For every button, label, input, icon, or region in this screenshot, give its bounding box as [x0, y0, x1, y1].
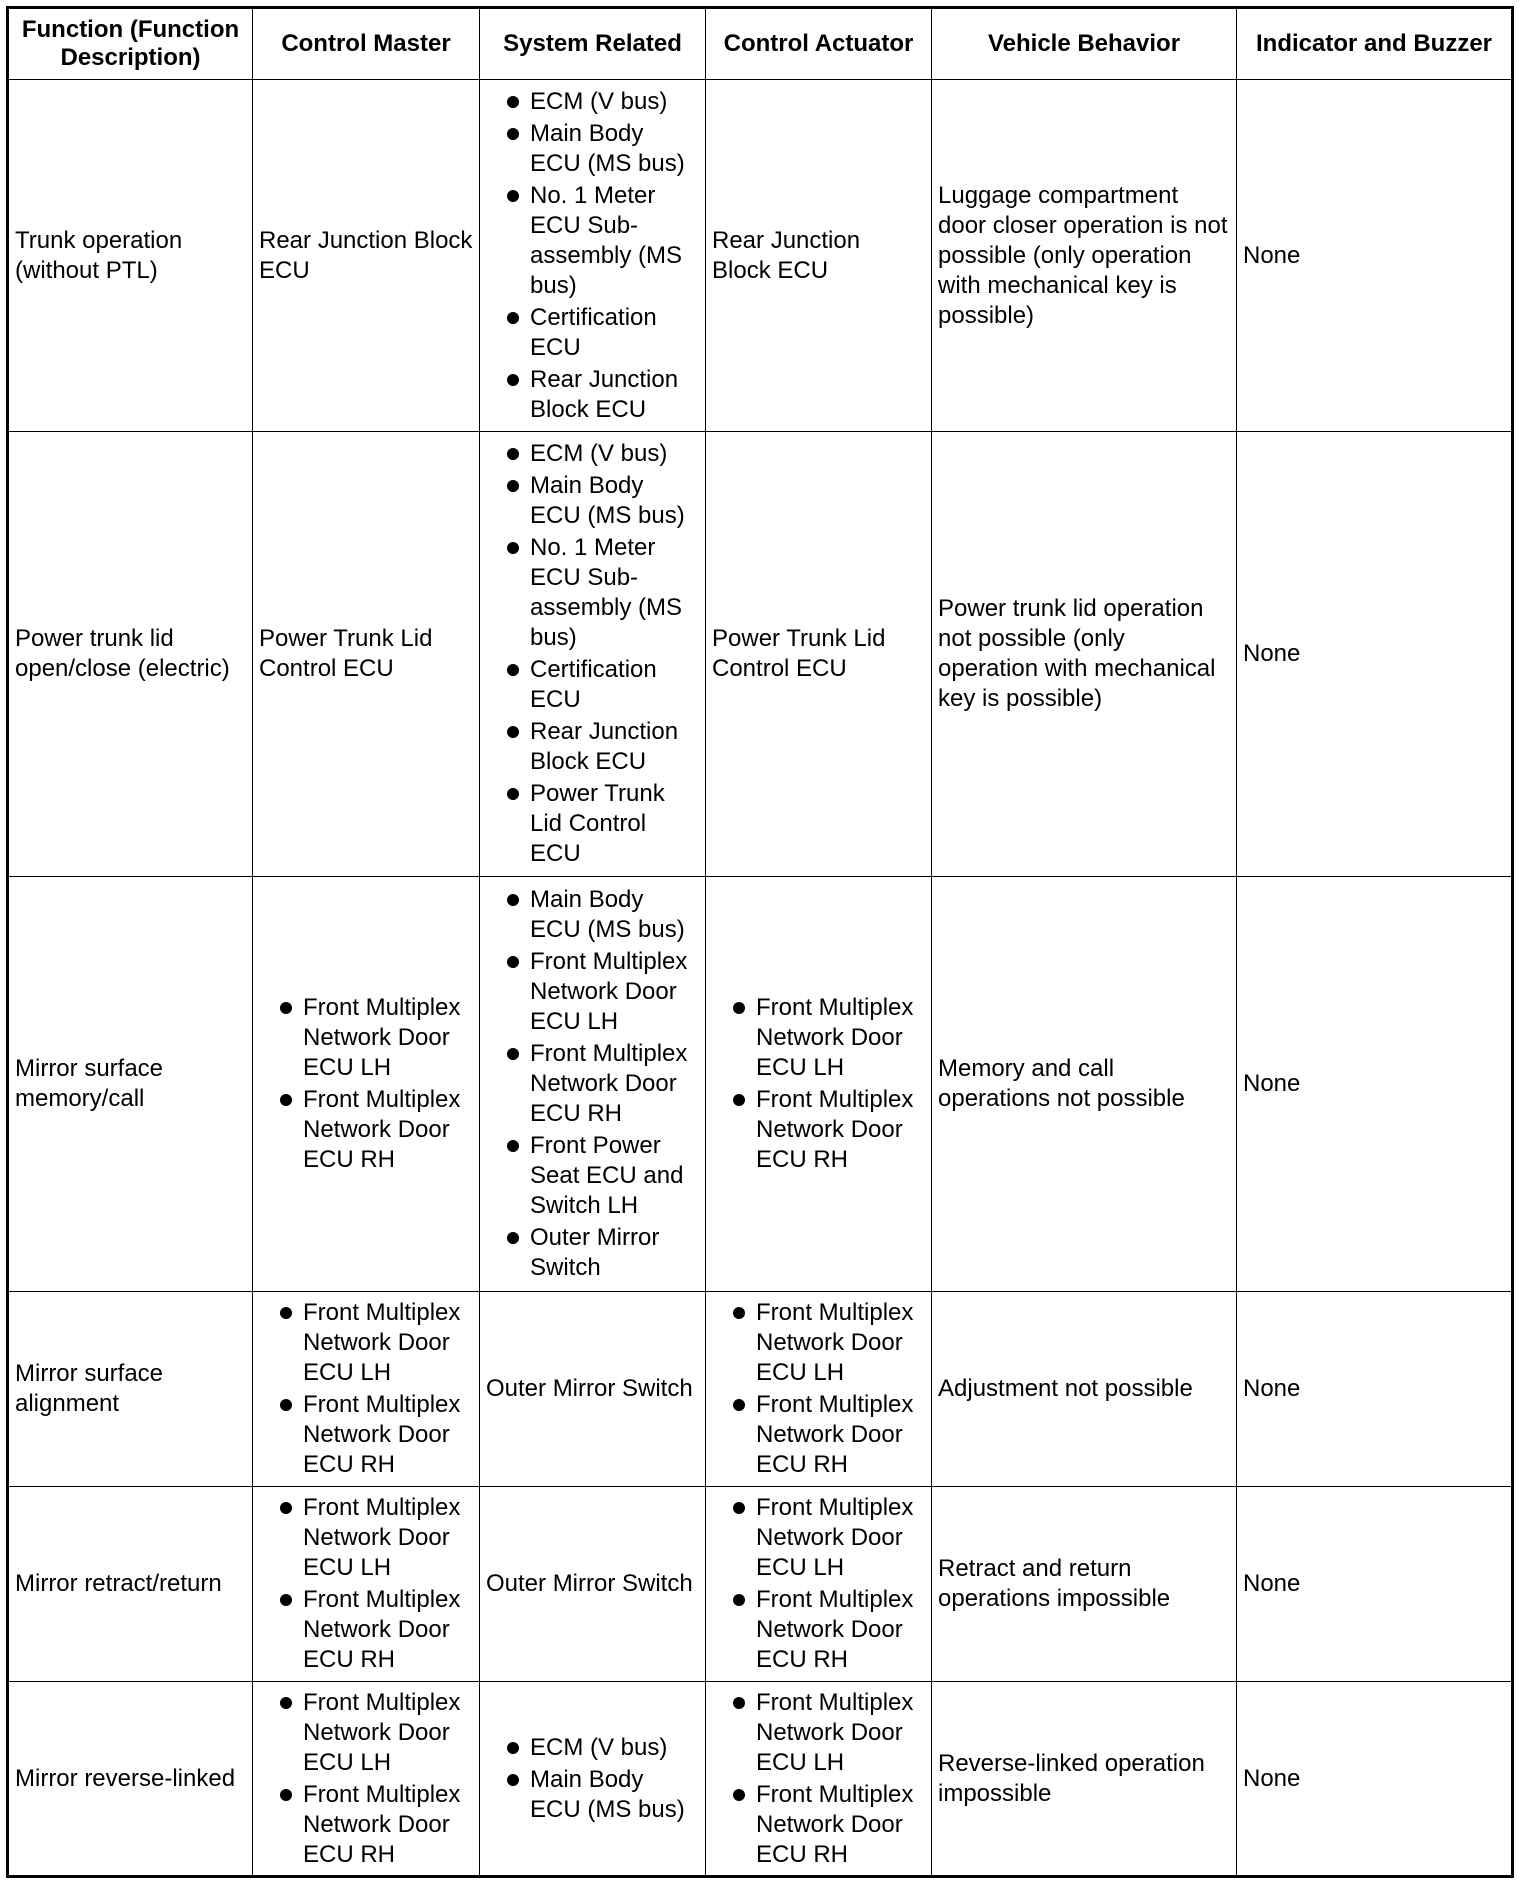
- cell-control-master: [253, 1682, 480, 1877]
- cell-vehicle-behavior: Memory and call operations not possible: [932, 877, 1237, 1292]
- bullet-list: [259, 1688, 473, 1870]
- list-item: Front Multiplex Network Door ECU RH: [712, 1390, 925, 1480]
- cell-function: Mirror surface memory/call: [8, 877, 253, 1292]
- cell-system-related: [480, 877, 706, 1292]
- list-item: No. 1 Meter ECU Sub-assembly (MS bus): [486, 533, 699, 653]
- cell-control-actuator: [706, 1292, 932, 1487]
- list-item: Front Multiplex Network Door ECU RH: [712, 1585, 925, 1675]
- list-item: ECM (V bus): [486, 439, 699, 469]
- list-item: Power Trunk Lid Control ECU: [486, 779, 699, 869]
- cell-system-related: Outer Mirror Switch: [480, 1487, 706, 1682]
- cell-control-actuator: [706, 1487, 932, 1682]
- cell-control-master: Rear Junction Block ECU: [253, 80, 480, 432]
- list-item: Main Body ECU (MS bus): [486, 1765, 699, 1825]
- bullet-list: [486, 439, 699, 869]
- list-item: Front Power Seat ECU and Switch LH: [486, 1131, 699, 1221]
- cell-control-actuator: [706, 1682, 932, 1877]
- list-item: Main Body ECU (MS bus): [486, 119, 699, 179]
- list-item: Front Multiplex Network Door ECU RH: [712, 1780, 925, 1870]
- list-item: Front Multiplex Network Door ECU RH: [712, 1085, 925, 1175]
- list-item: Certification ECU: [486, 303, 699, 363]
- header-row: [8, 8, 1513, 80]
- list-item: Front Multiplex Network Door ECU LH: [712, 1493, 925, 1583]
- list-item: Main Body ECU (MS bus): [486, 885, 699, 945]
- list-item: Front Multiplex Network Door ECU RH: [259, 1585, 473, 1675]
- list-item: Front Multiplex Network Door ECU LH: [259, 1298, 473, 1388]
- cell-vehicle-behavior: Adjustment not possible: [932, 1292, 1237, 1487]
- list-item: Main Body ECU (MS bus): [486, 471, 699, 531]
- header-control-master: Control Master: [253, 8, 480, 80]
- cell-system-related: [480, 432, 706, 877]
- bullet-list: [712, 1688, 925, 1870]
- cell-control-actuator: [706, 877, 932, 1292]
- cell-indicator: None: [1237, 1292, 1513, 1487]
- list-item: Front Multiplex Network Door ECU LH: [712, 993, 925, 1083]
- bullet-list: [486, 87, 699, 425]
- cell-system-related: [480, 1682, 706, 1877]
- bullet-list: [712, 993, 925, 1175]
- list-item: Front Multiplex Network Door ECU LH: [259, 993, 473, 1083]
- cell-vehicle-behavior: Luggage compartment door closer operation is not possible (only operation with mechanical key is possible): [932, 80, 1237, 432]
- list-item: ECM (V bus): [486, 87, 699, 117]
- table-row: [8, 1487, 1513, 1682]
- cell-indicator: None: [1237, 877, 1513, 1292]
- table-row: [8, 1682, 1513, 1877]
- bullet-list: [486, 885, 699, 1283]
- cell-function: Mirror retract/return: [8, 1487, 253, 1682]
- cell-indicator: None: [1237, 1682, 1513, 1877]
- cell-control-master: [253, 1292, 480, 1487]
- list-item: Front Multiplex Network Door ECU LH: [259, 1688, 473, 1778]
- header-function: Function (Function Description): [8, 8, 253, 80]
- cell-control-master: Power Trunk Lid Control ECU: [253, 432, 480, 877]
- bullet-list: [712, 1298, 925, 1480]
- header-vehicle-behavior: Vehicle Behavior: [932, 8, 1237, 80]
- table-row: [8, 432, 1513, 877]
- list-item: Front Multiplex Network Door ECU RH: [259, 1085, 473, 1175]
- cell-vehicle-behavior: Retract and return operations impossible: [932, 1487, 1237, 1682]
- cell-control-master: [253, 1487, 480, 1682]
- cell-vehicle-behavior: Reverse-linked operation impossible: [932, 1682, 1237, 1877]
- bullet-list: [259, 1298, 473, 1480]
- list-item: Rear Junction Block ECU: [486, 717, 699, 777]
- bullet-list: [259, 1493, 473, 1675]
- header-control-actuator: Control Actuator: [706, 8, 932, 80]
- list-item: Certification ECU: [486, 655, 699, 715]
- cell-indicator: None: [1237, 1487, 1513, 1682]
- table-row: [8, 1292, 1513, 1487]
- list-item: Outer Mirror Switch: [486, 1223, 699, 1283]
- bullet-list: [259, 993, 473, 1175]
- cell-system-related: [480, 80, 706, 432]
- list-item: No. 1 Meter ECU Sub-assembly (MS bus): [486, 181, 699, 301]
- list-item: Rear Junction Block ECU: [486, 365, 699, 425]
- cell-indicator: None: [1237, 432, 1513, 877]
- list-item: Front Multiplex Network Door ECU LH: [712, 1298, 925, 1388]
- list-item: Front Multiplex Network Door ECU RH: [259, 1390, 473, 1480]
- function-table: [6, 6, 1514, 1878]
- table-row: [8, 80, 1513, 432]
- cell-indicator: None: [1237, 80, 1513, 432]
- list-item: ECM (V bus): [486, 1733, 699, 1763]
- cell-control-actuator: Rear Junction Block ECU: [706, 80, 932, 432]
- cell-vehicle-behavior: Power trunk lid operation not possible (only operation with mechanical key is possible): [932, 432, 1237, 877]
- cell-function: Power trunk lid open/close (electric): [8, 432, 253, 877]
- list-item: Front Multiplex Network Door ECU RH: [486, 1039, 699, 1129]
- header-indicator-buzzer: Indicator and Buzzer: [1237, 8, 1513, 80]
- cell-function: Trunk operation (without PTL): [8, 80, 253, 432]
- cell-system-related: Outer Mirror Switch: [480, 1292, 706, 1487]
- table-row: [8, 877, 1513, 1292]
- list-item: Front Multiplex Network Door ECU RH: [259, 1780, 473, 1870]
- cell-function: Mirror reverse-linked: [8, 1682, 253, 1877]
- cell-control-actuator: Power Trunk Lid Control ECU: [706, 432, 932, 877]
- cell-control-master: [253, 877, 480, 1292]
- list-item: Front Multiplex Network Door ECU LH: [712, 1688, 925, 1778]
- list-item: Front Multiplex Network Door ECU LH: [259, 1493, 473, 1583]
- header-system-related: System Related: [480, 8, 706, 80]
- bullet-list: [712, 1493, 925, 1675]
- cell-function: Mirror surface alignment: [8, 1292, 253, 1487]
- list-item: Front Multiplex Network Door ECU LH: [486, 947, 699, 1037]
- bullet-list: [486, 1733, 699, 1825]
